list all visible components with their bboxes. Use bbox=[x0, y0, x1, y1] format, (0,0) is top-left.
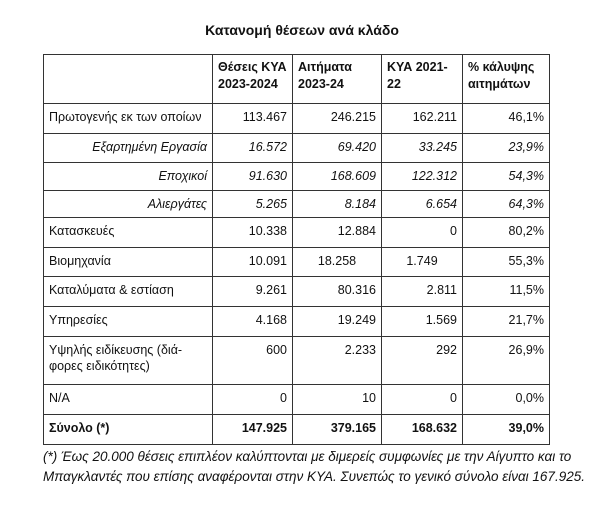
row-label: Σύνολο (*) bbox=[44, 415, 213, 445]
table-cell: 10.338 bbox=[213, 218, 293, 248]
table-cell: 19.249 bbox=[293, 307, 382, 337]
table-cell: 122.312 bbox=[382, 163, 463, 191]
table-cell: 1.749 bbox=[382, 248, 463, 277]
table-cell: 6.654 bbox=[382, 191, 463, 218]
table-cell: 2.233 bbox=[293, 337, 382, 385]
header-cell bbox=[44, 55, 213, 104]
table-row bbox=[44, 163, 550, 191]
table-row bbox=[44, 277, 550, 307]
table-cell: 69.420 bbox=[293, 134, 382, 163]
table-row bbox=[44, 218, 550, 248]
table-cell: 21,7% bbox=[463, 307, 550, 337]
table-cell: 80.316 bbox=[293, 277, 382, 307]
header-row bbox=[44, 55, 550, 104]
table-cell: 12.884 bbox=[293, 218, 382, 248]
table-cell: 0 bbox=[382, 218, 463, 248]
table-cell: 113.467 bbox=[213, 104, 293, 134]
row-label: N/A bbox=[44, 385, 213, 415]
table-cell: 26,9% bbox=[463, 337, 550, 385]
table-cell: 379.165 bbox=[293, 415, 382, 445]
table-row bbox=[44, 415, 550, 445]
header-cell: ΚΥΑ 2021-22 bbox=[382, 55, 463, 104]
row-label: Κατασκευές bbox=[44, 218, 213, 248]
row-label: Καταλύματα & εστίαση bbox=[44, 277, 213, 307]
row-label: Αλιεργάτες bbox=[44, 191, 213, 218]
table-cell: 46,1% bbox=[463, 104, 550, 134]
table-cell: 162.211 bbox=[382, 104, 463, 134]
table-cell: 2.811 bbox=[382, 277, 463, 307]
table-row bbox=[44, 307, 550, 337]
header-cell: Θέσεις ΚΥΑ 2023-2024 bbox=[213, 55, 293, 104]
table-cell: 168.632 bbox=[382, 415, 463, 445]
table-cell: 54,3% bbox=[463, 163, 550, 191]
table-cell: 0,0% bbox=[463, 385, 550, 415]
table-row bbox=[44, 104, 550, 134]
table-cell: 8.184 bbox=[293, 191, 382, 218]
row-label: Υψηλής ειδίκευσης (διά-φορες ειδικότητες) bbox=[44, 337, 213, 385]
row-label: Πρωτογενής εκ των οποίων bbox=[44, 104, 213, 134]
table-cell: 292 bbox=[382, 337, 463, 385]
row-label: Βιομηχανία bbox=[44, 248, 213, 277]
table-row bbox=[44, 134, 550, 163]
table-row bbox=[44, 385, 550, 415]
table-title: Κατανομή θέσεων ανά κλάδο bbox=[205, 22, 399, 38]
table-cell: 147.925 bbox=[213, 415, 293, 445]
table-cell: 10 bbox=[293, 385, 382, 415]
table-cell: 5.265 bbox=[213, 191, 293, 218]
table-cell: 600 bbox=[213, 337, 293, 385]
table-cell: 55,3% bbox=[463, 248, 550, 277]
row-label: Υπηρεσίες bbox=[44, 307, 213, 337]
table-cell: 0 bbox=[382, 385, 463, 415]
table-cell: 33.245 bbox=[382, 134, 463, 163]
allocation-table bbox=[43, 54, 550, 445]
table-row bbox=[44, 337, 550, 385]
table-cell: 11,5% bbox=[463, 277, 550, 307]
table-row bbox=[44, 248, 550, 277]
table-cell: 246.215 bbox=[293, 104, 382, 134]
table-cell: 18.258 bbox=[293, 248, 382, 277]
table-cell: 1.569 bbox=[382, 307, 463, 337]
row-label: Εποχικοί bbox=[44, 163, 213, 191]
table-row bbox=[44, 191, 550, 218]
table-cell: 16.572 bbox=[213, 134, 293, 163]
header-cell: Αιτήματα 2023-24 bbox=[293, 55, 382, 104]
row-label: Εξαρτημένη Εργασία bbox=[44, 134, 213, 163]
table-cell: 10.091 bbox=[213, 248, 293, 277]
table-cell: 23,9% bbox=[463, 134, 550, 163]
table-cell: 0 bbox=[213, 385, 293, 415]
table-cell: 9.261 bbox=[213, 277, 293, 307]
table-cell: 168.609 bbox=[293, 163, 382, 191]
table-cell: 91.630 bbox=[213, 163, 293, 191]
footnote: (*) Έως 20.000 θέσεις επιπλέον καλύπτονται με διμερείς συμφωνίες με την Αίγυπτο και το Μπαγκλαντές που επίσης αναφέρονται στην ΚΥΑ. Συνεπώς το γενικό σύνολο είναι 167.925. bbox=[43, 449, 585, 484]
table-cell: 39,0% bbox=[463, 415, 550, 445]
table-cell: 4.168 bbox=[213, 307, 293, 337]
header-cell: % κάλυψης αιτημάτων bbox=[463, 55, 550, 104]
table-cell: 64,3% bbox=[463, 191, 550, 218]
table-cell: 80,2% bbox=[463, 218, 550, 248]
